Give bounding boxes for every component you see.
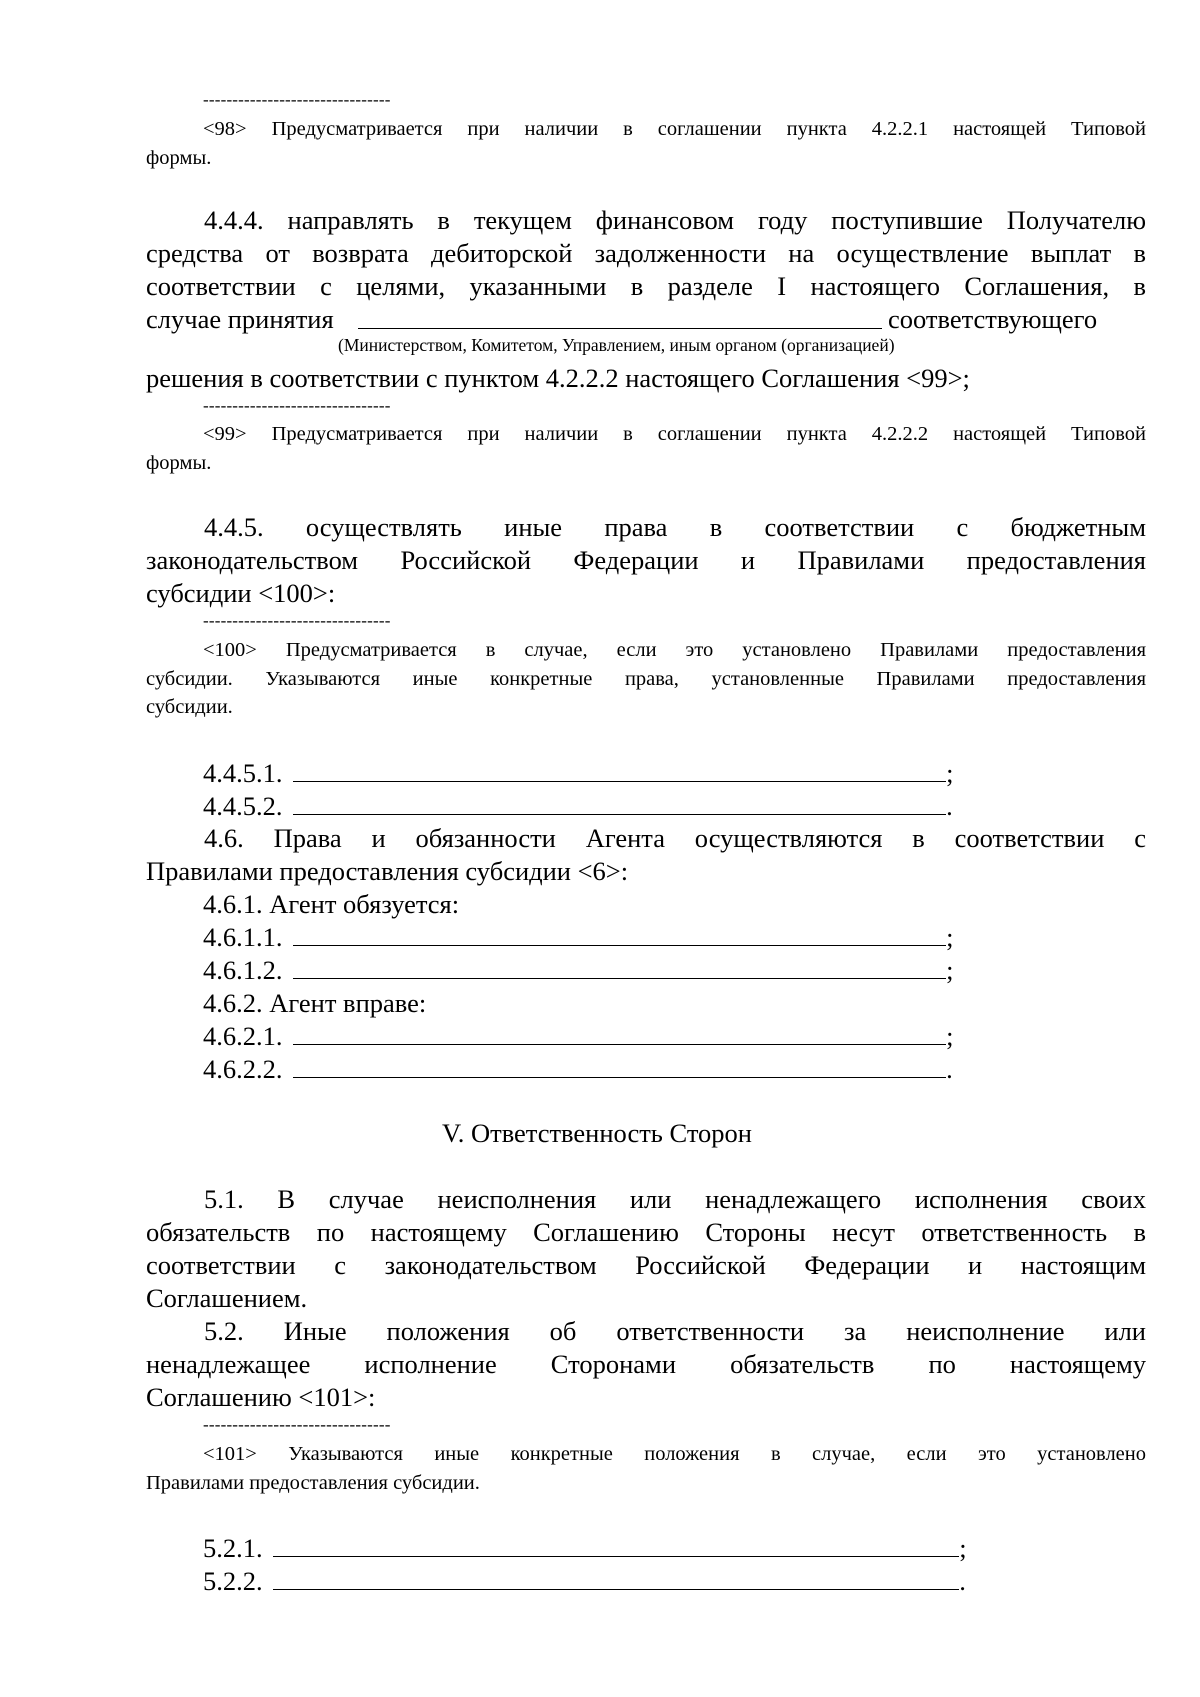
- p444-blank-line: [358, 328, 882, 329]
- field-end: ;: [959, 1533, 967, 1563]
- fill-in-line: [293, 759, 946, 782]
- p51-line1: 5.1. В случае неисполнения или ненадлежащего исполнения своих: [204, 1184, 1146, 1214]
- field-label: 4.6.1.2.: [203, 955, 283, 985]
- field-end: .: [946, 791, 953, 821]
- footnote-100-line1: <100> Предусматривается в случае, если это установлено Правилами предоставления: [203, 639, 1146, 661]
- fill-in-line: [293, 1055, 946, 1078]
- p444-line3: соответствии с целями, указанными в разделе I настоящего Соглашения, в: [146, 271, 1146, 301]
- field-label: 4.4.5.2.: [203, 791, 283, 821]
- field-label: 4.6.2.2.: [203, 1054, 283, 1084]
- field-end: ;: [946, 955, 954, 985]
- p445-line3: субсидии <100>:: [146, 578, 336, 608]
- footnote-separator: --------------------------------: [203, 90, 391, 109]
- p46-line1: 4.6. Права и обязанности Агента осуществляются в соответствии с: [204, 823, 1146, 853]
- p461-heading: 4.6.1. Агент обязуется:: [203, 889, 460, 919]
- footnote-101-line1: <101> Указываются иные конкретные положения в случае, если это установлено: [203, 1443, 1146, 1465]
- footnote-98-line1: <98> Предусматривается при наличии в соглашении пункта 4.2.2.1 настоящей Типовой: [203, 118, 1146, 140]
- section-5-title: V. Ответственность Сторон: [442, 1118, 752, 1148]
- field-label: 5.2.2.: [203, 1566, 263, 1596]
- footnote-98-line2: формы.: [146, 147, 212, 169]
- field-row: [203, 954, 954, 987]
- field-end: .: [959, 1566, 966, 1596]
- p444-caption: (Министерством, Комитетом, Управлением, иным органом (организацией): [338, 335, 895, 355]
- field-label: 5.2.1.: [203, 1533, 263, 1563]
- p445-line2: законодательством Российской Федерации и Правилами предоставления: [146, 545, 1146, 575]
- field-row: [203, 757, 954, 790]
- field-row: [203, 1565, 966, 1598]
- field-end: ;: [946, 922, 954, 952]
- fill-in-line: [293, 1022, 946, 1045]
- p52-line2: ненадлежащее исполнение Сторонами обязательств по настоящему: [146, 1349, 1146, 1379]
- p444-line1: 4.4.4. направлять в текущем финансовом году поступившие Получателю: [204, 205, 1146, 235]
- footnote-101-line2: Правилами предоставления субсидии.: [146, 1472, 480, 1494]
- field-label: 4.6.2.1.: [203, 1021, 283, 1051]
- field-row: [203, 921, 954, 954]
- fill-in-line: [273, 1534, 959, 1557]
- footnote-99-line1: <99> Предусматривается при наличии в соглашении пункта 4.2.2.2 настоящей Типовой: [203, 423, 1146, 445]
- p51-line2: обязательств по настоящему Соглашению Стороны несут ответственность в: [146, 1217, 1146, 1247]
- field-row: [203, 790, 953, 823]
- footnote-separator: --------------------------------: [203, 611, 391, 630]
- field-end: ;: [946, 1021, 954, 1051]
- footnote-separator: --------------------------------: [203, 1415, 391, 1434]
- fill-in-line: [293, 792, 946, 815]
- p445-line1: 4.4.5. осуществлять иные права в соответствии с бюджетным: [204, 512, 1146, 542]
- field-label: 4.4.5.1.: [203, 758, 283, 788]
- fill-in-line: [293, 956, 946, 979]
- p46-line2: Правилами предоставления субсидии <6>:: [146, 856, 629, 886]
- field-end: ;: [946, 758, 954, 788]
- p444-line4-end: соответствующего: [888, 304, 1098, 334]
- p444-line5: решения в соответствии с пунктом 4.2.2.2 настоящего Соглашения <99>;: [146, 363, 970, 393]
- footnote-99-line2: формы.: [146, 452, 212, 474]
- footnote-separator: --------------------------------: [203, 396, 391, 415]
- footnote-100-line3: субсидии.: [146, 696, 233, 718]
- p52-line1: 5.2. Иные положения об ответственности за неисполнение или: [204, 1316, 1146, 1346]
- p51-line4: Соглашением.: [146, 1283, 308, 1313]
- footnote-100-line2: субсидии. Указываются иные конкретные права, установленные Правилами предоставления: [146, 668, 1146, 690]
- p444-line4-start: случае принятия: [146, 304, 334, 334]
- p51-line3: соответствии с законодательством Российской Федерации и настоящим: [146, 1250, 1146, 1280]
- field-row: [203, 1053, 953, 1086]
- field-row: [203, 1532, 967, 1565]
- fill-in-line: [273, 1567, 959, 1590]
- fill-in-line: [293, 923, 946, 946]
- field-end: .: [946, 1054, 953, 1084]
- p444-line2: средства от возврата дебиторской задолженности на осуществление выплат в: [146, 238, 1146, 268]
- field-row: [203, 1020, 954, 1053]
- p462-heading: 4.6.2. Агент вправе:: [203, 988, 427, 1018]
- field-label: 4.6.1.1.: [203, 922, 283, 952]
- p52-line3: Соглашению <101>:: [146, 1382, 376, 1412]
